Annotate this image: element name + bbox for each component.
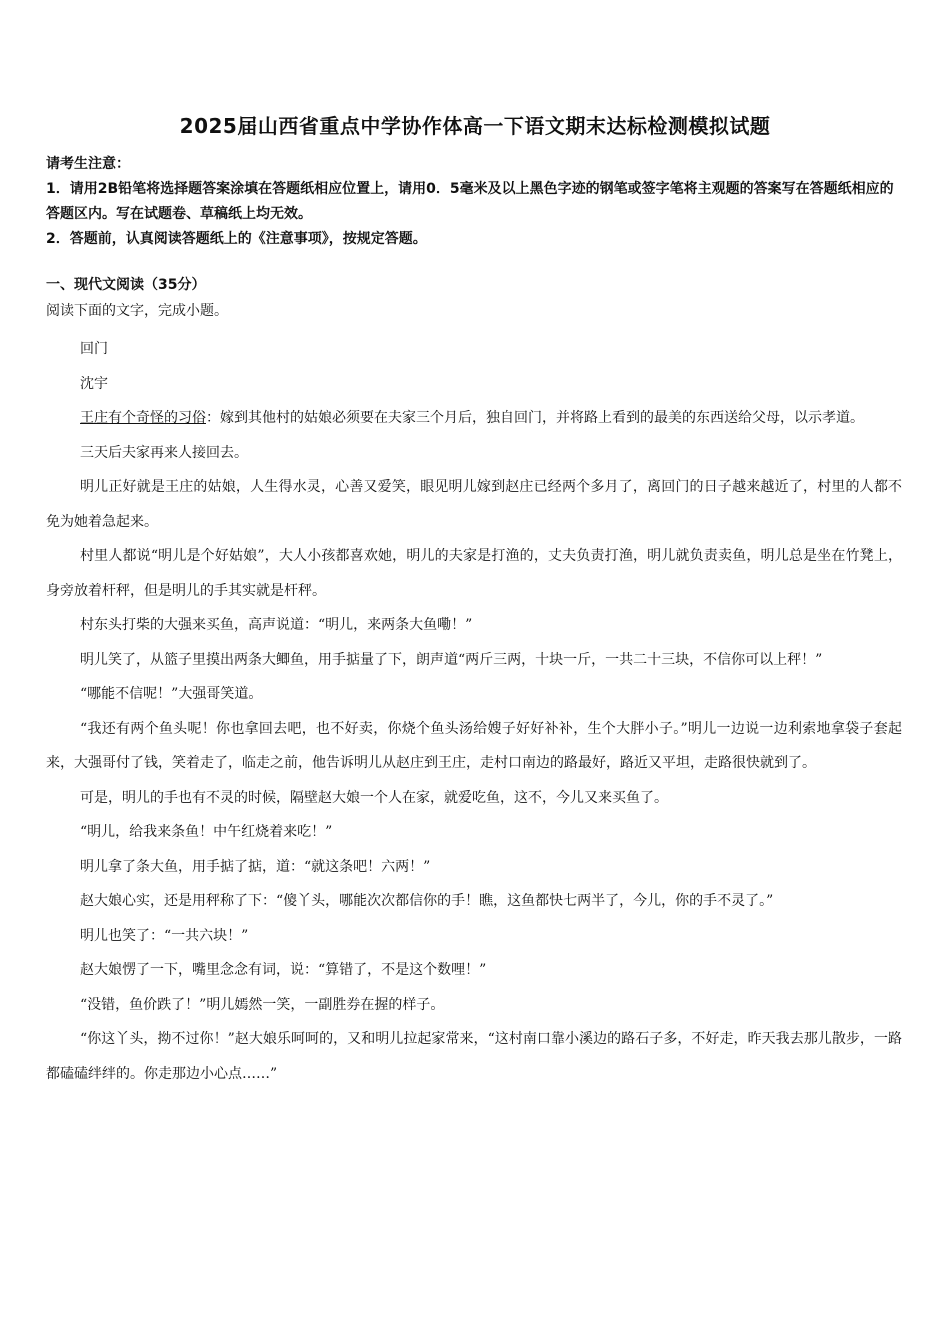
paragraph-text: ：嫁到其他村的姑娘必须要在夫家三个月后，独自回门，并将路上看到的最美的东西送给父母，以示孝道。 (206, 410, 864, 426)
article-paragraph: “我还有两个鱼头呢！你也拿回去吧，也不好卖，你烧个鱼头汤给嫂子好好补补，生个大胖小子。”明儿一边说一边利索地拿袋子套起来，大强哥付了钱，笑着走了，临走之前，他告诉明儿从赵庄到王庄，走村口南边的路最好，路近又平坦，走路很快就到了。 (46, 720, 902, 771)
article-title: 回门 (80, 341, 108, 357)
underlined-phrase: 王庄有个奇怪的习俗 (80, 410, 206, 426)
article-paragraph: 三天后夫家再来人接回去。 (80, 444, 248, 461)
article-paragraph: 明儿笑了，从篮子里摸出两条大鲫鱼，用手掂量了下，朗声道“两斤三两，十块一斤，一共二十三块，不信你可以上秤！” (80, 651, 823, 668)
article-paragraph: 村东头打柴的大强来买鱼，高声说道：“明儿，来两条大鱼嘞！” (80, 617, 473, 633)
notice-item: 2．答题前，认真阅读答题纸上的《注意事项》，按规定答题。 (46, 231, 427, 247)
article-paragraph: 可是，明儿的手也有不灵的时候，隔壁赵大娘一个人在家，就爱吃鱼，这不，今儿又来买鱼了。 (80, 789, 668, 806)
article-paragraph: 赵大娘心实，还是用秤称了下：“傻丫头，哪能次次都信你的手！瞧，这鱼都快七两半了，今儿，你的手不灵了。” (80, 893, 774, 909)
article-paragraph: 明儿也笑了：“一共六块！” (80, 927, 249, 944)
section-instruction: 阅读下面的文字，完成小题。 (46, 303, 228, 319)
article-paragraph: “你这丫头，拗不过你！”赵大娘乐呵呵的，又和明儿拉起家常来，“这村南口靠小溪边的路石子多，不好走，昨天我去那儿散步，一路都磕磕绊绊的。你走那边小心点……” (46, 1031, 902, 1082)
reading-article (46, 332, 902, 1091)
page-title: 2025届山西省重点中学协作体高一下语文期末达标检测模拟试题 (179, 114, 771, 138)
article-paragraph: 赵大娘愣了一下，嘴里念念有词，说：“算错了，不是这个数哩！” (80, 962, 487, 978)
article-paragraph: “明儿，给我来条鱼！中午红烧着来吃！” (80, 824, 333, 840)
article-paragraph: 村里人都说“明儿是个好姑娘”，大人小孩都喜欢她，明儿的夫家是打渔的，丈夫负责打渔，明儿就负责卖鱼，明儿总是坐在竹凳上，身旁放着杆秤，但是明儿的手其实就是杆秤。 (46, 548, 902, 599)
article-author: 沈宇 (80, 375, 108, 392)
article-paragraph: 明儿拿了条大鱼，用手掂了掂，道：“就这条吧！六两！” (80, 858, 431, 875)
article-paragraph: “没错，鱼价跌了！”明儿嫣然一笑，一副胜券在握的样子。 (80, 996, 445, 1013)
section-heading: 一、现代文阅读（35分） (46, 277, 206, 293)
article-paragraph: 明儿正好就是王庄的姑娘，人生得水灵，心善又爱笑，眼见明儿嫁到赵庄已经两个多月了，离回门的日子越来越近了，村里的人都不免为她着急起来。 (46, 479, 902, 530)
notice-item: 1．请用2B铅笔将选择题答案涂填在答题纸相应位置上，请用0．5毫米及以上黑色字迹的钢笔或签字笔将主观题的答案写在答题纸相应的答题区内。写在试题卷、草稿纸上均无效。 (46, 181, 894, 222)
article-paragraph (46, 401, 902, 436)
exam-notice (46, 152, 902, 252)
article-paragraph: “哪能不信呢！”大强哥笑道。 (80, 686, 263, 702)
notice-heading: 请考生注意： (46, 156, 130, 172)
